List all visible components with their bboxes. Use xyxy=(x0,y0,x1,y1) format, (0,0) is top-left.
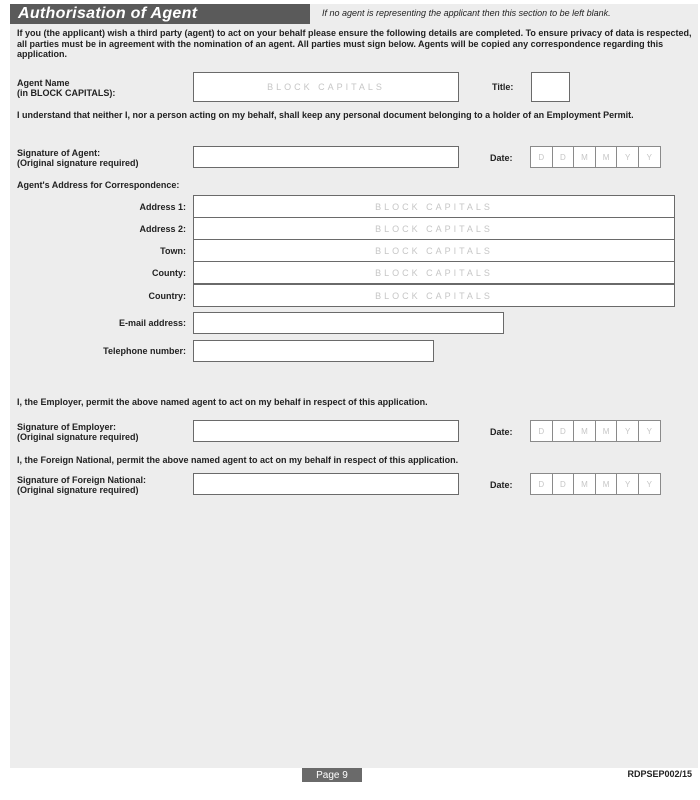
date-cell-month[interactable]: M xyxy=(595,146,618,168)
date-cell-month[interactable]: M xyxy=(595,473,618,495)
date-cell-day[interactable]: D xyxy=(552,473,575,495)
agent-name-input[interactable] xyxy=(193,72,459,102)
country-placeholder: BLOCK CAPITALS xyxy=(375,290,493,301)
date-cell-year[interactable]: Y xyxy=(638,473,661,495)
date-cell-month[interactable]: M xyxy=(573,146,596,168)
address1-placeholder: BLOCK CAPITALS xyxy=(375,201,493,212)
section-title: Authorisation of Agent xyxy=(10,4,310,24)
agent-date-label: Date: xyxy=(490,153,513,163)
town-label: Town: xyxy=(160,246,186,256)
foreign-national-signature-field[interactable] xyxy=(193,473,459,495)
foreign-national-date-label: Date: xyxy=(490,480,513,490)
date-cell-month[interactable]: M xyxy=(573,420,596,442)
date-cell-day[interactable]: D xyxy=(552,420,575,442)
address-heading: Agent's Address for Correspondence: xyxy=(17,180,180,190)
agent-name-placeholder: BLOCK CAPITALS xyxy=(267,82,385,92)
county-placeholder: BLOCK CAPITALS xyxy=(375,267,493,278)
date-cell-day[interactable]: D xyxy=(552,146,575,168)
date-cell-year[interactable]: Y xyxy=(638,146,661,168)
phone-input[interactable] xyxy=(193,340,434,362)
address2-input[interactable] xyxy=(193,217,675,240)
email-input[interactable] xyxy=(193,312,504,334)
agent-date-input[interactable] xyxy=(530,146,660,168)
employer-signature-label: Signature of Employer: (Original signature required) xyxy=(17,422,139,442)
foreign-national-date-input[interactable] xyxy=(530,473,660,495)
date-cell-year[interactable]: Y xyxy=(616,420,639,442)
town-placeholder: BLOCK CAPITALS xyxy=(375,245,493,256)
date-cell-year[interactable]: Y xyxy=(616,473,639,495)
page-number: Page 9 xyxy=(302,768,362,782)
form-code: RDPSEP002/15 xyxy=(627,769,692,779)
agent-signature-label: Signature of Agent: (Original signature required) xyxy=(17,148,139,168)
date-cell-year[interactable]: Y xyxy=(638,420,661,442)
county-input[interactable] xyxy=(193,261,675,284)
town-input[interactable] xyxy=(193,239,675,262)
undertaking-text: I understand that neither I, nor a person acting on my behalf, shall keep any personal document belonging to a holder of an Employment Permit. xyxy=(17,110,634,120)
employer-statement: I, the Employer, permit the above named agent to act on my behalf in respect of this application. xyxy=(17,397,428,407)
email-label: E-mail address: xyxy=(118,318,186,328)
date-cell-day[interactable]: D xyxy=(530,146,553,168)
title-input[interactable] xyxy=(531,72,570,102)
foreign-national-signature-label: Signature of Foreign National: (Original signature required) xyxy=(17,475,147,495)
title-label: Title: xyxy=(492,82,514,92)
phone-label: Telephone number: xyxy=(103,346,186,356)
country-input[interactable] xyxy=(193,284,675,307)
employer-date-input[interactable] xyxy=(530,420,660,442)
agent-name-label: Agent Name (in BLOCK CAPITALS): xyxy=(17,78,116,98)
agent-signature-field[interactable] xyxy=(193,146,459,168)
date-cell-year[interactable]: Y xyxy=(616,146,639,168)
address1-input[interactable] xyxy=(193,195,675,218)
address2-label: Address 2: xyxy=(139,224,186,234)
employer-date-label: Date: xyxy=(490,427,513,437)
date-cell-day[interactable]: D xyxy=(530,473,553,495)
section-note: If no agent is representing the applicant then this section to be left blank. xyxy=(322,8,611,18)
foreign-national-statement: I, the Foreign National, permit the above named agent to act on my behalf in respect of this application. xyxy=(17,455,459,465)
address1-label: Address 1: xyxy=(139,202,186,212)
county-label: County: xyxy=(152,268,186,278)
date-cell-day[interactable]: D xyxy=(530,420,553,442)
country-label: Country: xyxy=(148,291,186,301)
date-cell-month[interactable]: M xyxy=(573,473,596,495)
intro-text: If you (the applicant) wish a third party (agent) to act on your behalf please ensure the following details are completed. To ensure privacy of data is respected, all parties must be in agreement with the nomination of an agent. All parties must sign below. Agents will be copied any correspondence regarding this application. xyxy=(17,28,692,59)
address2-placeholder: BLOCK CAPITALS xyxy=(375,223,493,234)
employer-signature-field[interactable] xyxy=(193,420,459,442)
date-cell-month[interactable]: M xyxy=(595,420,618,442)
